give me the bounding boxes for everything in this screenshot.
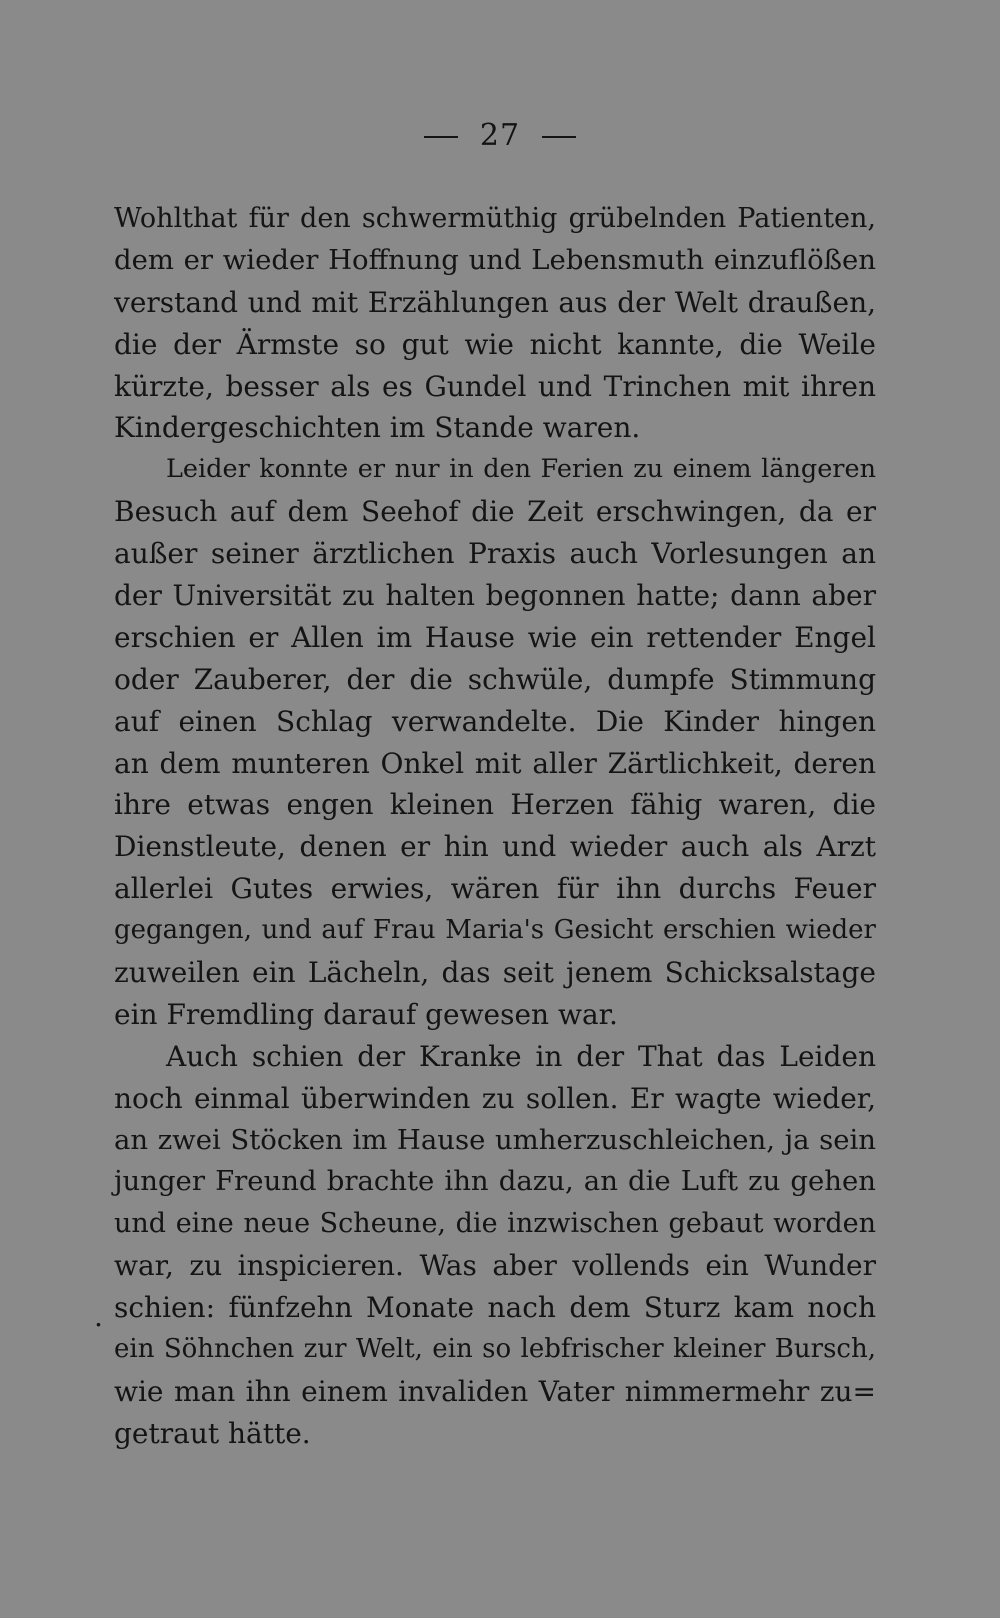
text-line: ein Söhnchen zur Welt, ein so lebfrischer kleiner Bursch, (114, 1334, 876, 1365)
text-line: Dienstleute, denen er hin und wieder auch als Arzt (114, 830, 876, 864)
text-line: erschien er Allen im Hause wie ein rettender Engel (114, 620, 876, 654)
page-number (0, 118, 1000, 153)
text-line: und eine neue Scheune, die inzwischen gebaut worden (114, 1208, 876, 1240)
margin-mark: . (94, 1300, 103, 1333)
text-line: ein Fremdling darauf gewesen war. (114, 997, 618, 1031)
text-line: schien: fünfzehn Monate nach dem Sturz kam noch (114, 1291, 876, 1325)
page-number-text: 27 (479, 118, 521, 153)
body-text (114, 198, 876, 1455)
text-line: Wohlthat für den schwermüthig grübelnden Patienten, (114, 203, 876, 234)
text-line: getraut hätte. (114, 1416, 311, 1450)
text-line: Besuch auf dem Seehof die Zeit erschwingen, da er (114, 495, 876, 529)
text-line: an dem munteren Onkel mit aller Zärtlichkeit, deren (114, 746, 876, 780)
text-line: Auch schien der Kranke in der That das Leiden (166, 1039, 876, 1073)
text-line: an zwei Stöcken im Hause umherzuschleichen, ja sein (114, 1123, 876, 1156)
text-line: Leider konnte er nur in den Ferien zu einem längeren (166, 454, 876, 485)
text-line: gegangen, und auf Frau Maria's Gesicht erschien wieder (114, 915, 876, 946)
text-line: oder Zauberer, der die schwüle, dumpfe Stimmung (114, 662, 876, 696)
text-line: allerlei Gutes erwies, wären für ihn durchs Feuer (114, 872, 876, 906)
text-line: junger Freund brachte ihn dazu, an die Luft zu gehen (114, 1165, 876, 1198)
text-line: verstand und mit Erzählungen aus der Welt draußen, (114, 285, 876, 319)
text-line: wie man ihn einem invaliden Vater nimmermehr zu= (114, 1374, 876, 1408)
text-line: war, zu inspicieren. Was aber vollends ein Wunder (114, 1249, 876, 1283)
text-line: kürzte, besser als es Gundel und Trinchen mit ihren (114, 369, 876, 403)
text-line: auf einen Schlag verwandelte. Die Kinder hingen (114, 704, 876, 738)
text-line: dem er wieder Hoffnung und Lebensmuth einzuflößen (114, 243, 876, 276)
text-line: noch einmal überwinden zu sollen. Er wagte wieder, (114, 1081, 876, 1115)
paragraph (114, 1036, 876, 1455)
text-line: die der Ärmste so gut wie nicht kannte, die Weile (114, 327, 876, 361)
page-number-dash-left (424, 136, 458, 138)
paragraph (114, 198, 876, 449)
page-number-dash-right (542, 136, 576, 138)
paragraph (114, 449, 876, 1035)
text-line: außer seiner ärztlichen Praxis auch Vorlesungen an (114, 537, 876, 571)
text-line: Kindergeschichten im Stande waren. (114, 411, 641, 445)
text-line: ihre etwas engen kleinen Herzen fähig waren, die (114, 788, 876, 822)
text-line: der Universität zu halten begonnen hatte; dann aber (114, 579, 876, 613)
text-line: zuweilen ein Lächeln, das seit jenem Schicksalstage (114, 956, 876, 990)
